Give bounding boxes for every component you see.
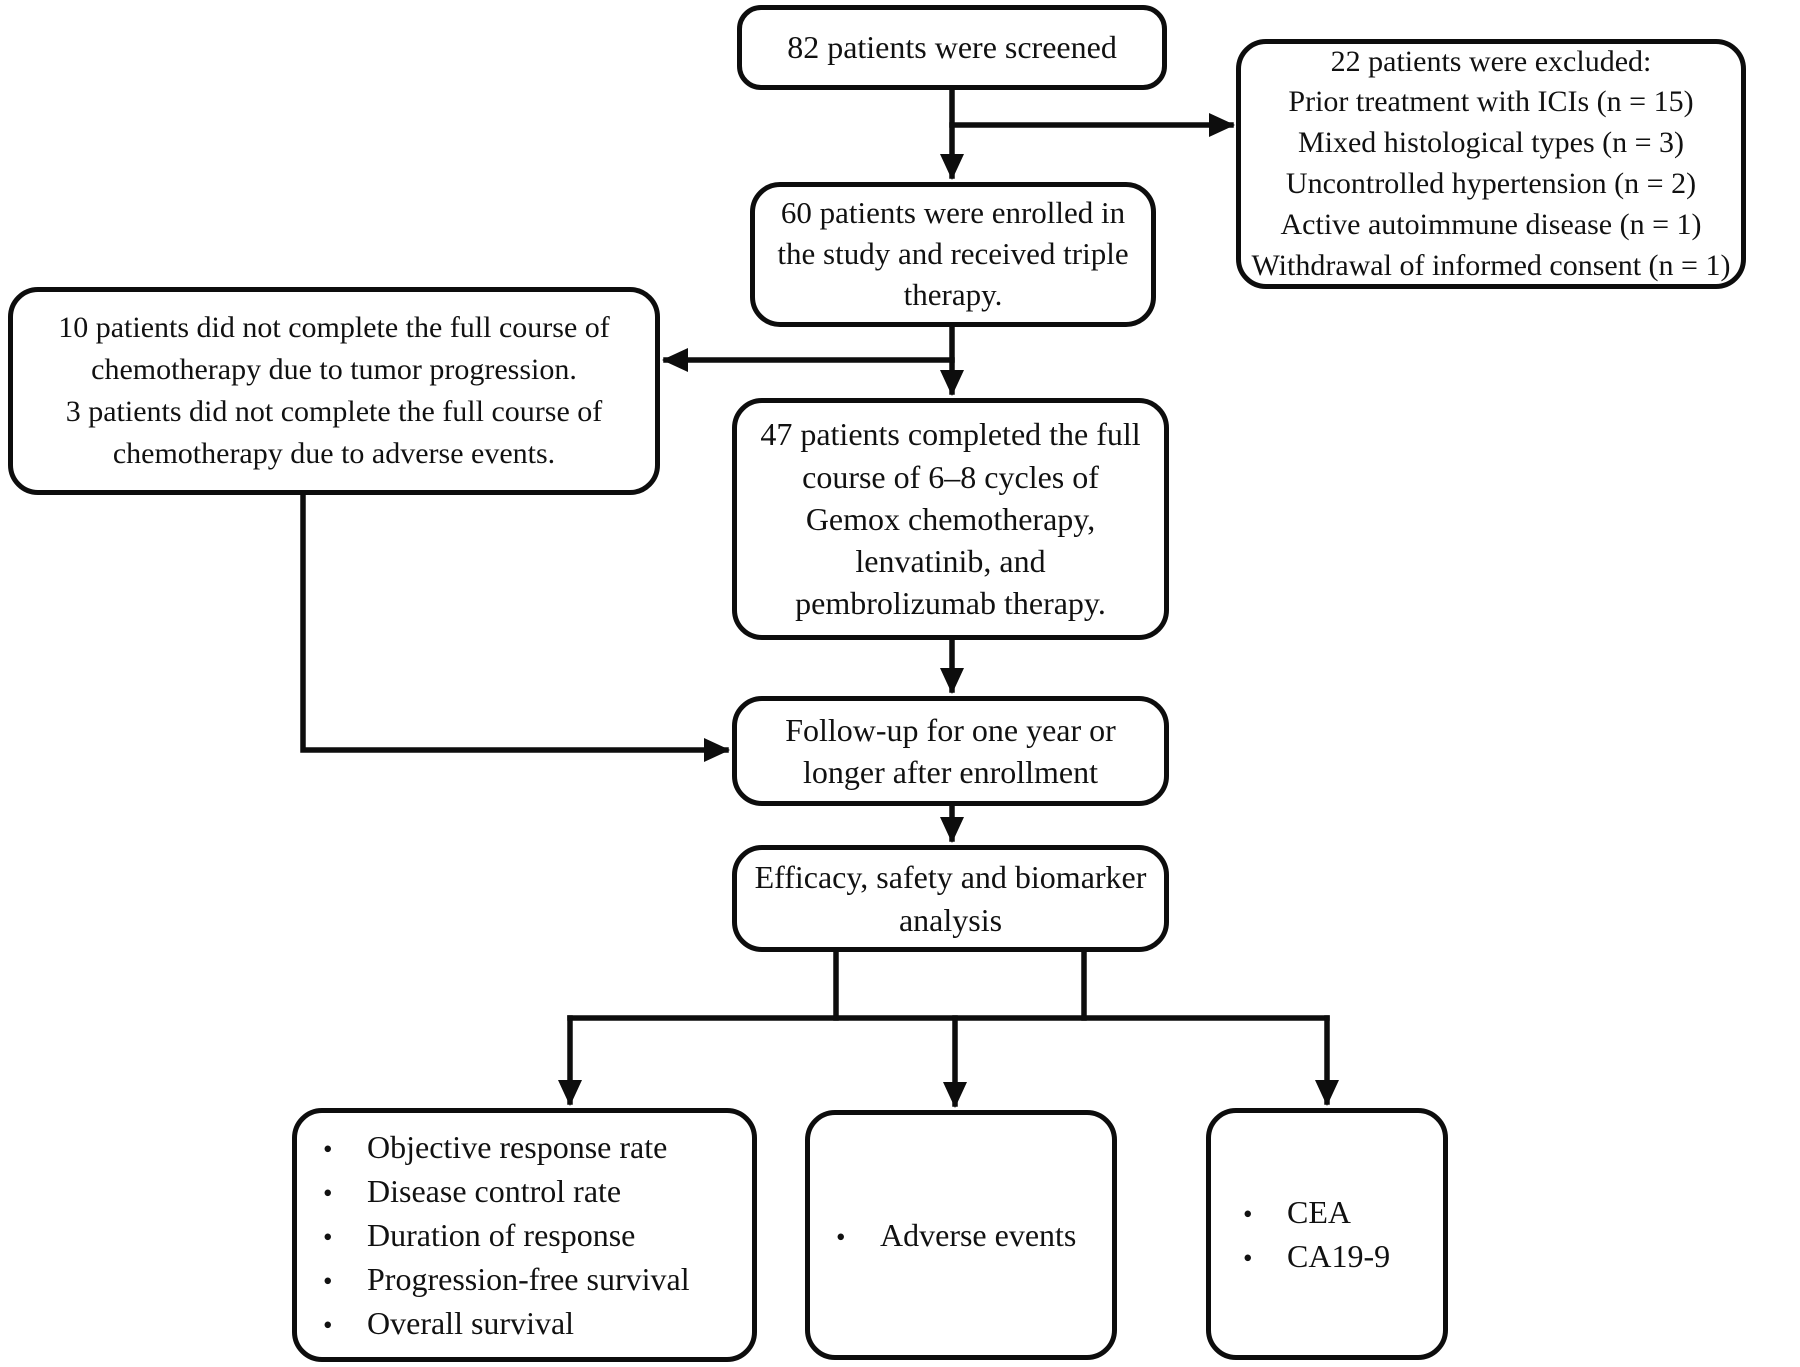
box-followup <box>732 696 1169 806</box>
text-line: Gemox chemotherapy, <box>805 500 1096 537</box>
bullet-icon: • <box>323 1221 333 1252</box>
text-line: Mixed histological types (n = 3) <box>1297 126 1685 160</box>
text-line: Active autoimmune disease (n = 1) <box>1280 207 1702 241</box>
box-analysis <box>732 845 1169 952</box>
bullet-icon: • <box>1243 1198 1253 1229</box>
box-efficacy-outcomes <box>292 1108 757 1362</box>
bullet-icon: • <box>323 1133 333 1164</box>
box-discontinued <box>8 287 660 495</box>
text-line: Withdrawal of informed consent (n = 1) <box>1251 248 1731 282</box>
bullet-label: Progression-free survival <box>367 1261 690 1298</box>
bullet-icon: • <box>836 1221 846 1252</box>
text-line: 10 patients did not complete the full course of <box>58 311 610 344</box>
list-item <box>1211 1190 1443 1234</box>
arrow-discontinued-to-followup <box>303 494 726 750</box>
list-item <box>1211 1234 1443 1278</box>
list-item <box>297 1257 752 1301</box>
box-completed <box>732 398 1169 640</box>
box-enrolled <box>750 182 1156 327</box>
text-line: chemotherapy due to adverse events. <box>112 437 556 470</box>
text-line: therapy. <box>903 276 1003 312</box>
bullet-icon: • <box>323 1177 333 1208</box>
bullet-label: Disease control rate <box>367 1172 622 1209</box>
bullet-icon: • <box>1243 1243 1253 1273</box>
text-line: Uncontrolled hypertension (n = 2) <box>1285 167 1697 200</box>
text-line: 22 patients were excluded: <box>1330 44 1652 78</box>
text-line: analysis <box>898 901 1003 938</box>
bullet-label: Objective response rate <box>367 1128 668 1165</box>
bullet-label: Overall survival <box>367 1305 575 1342</box>
box-biomarker-outcomes <box>1206 1108 1448 1360</box>
text-line: lenvatinib, and <box>855 543 1046 580</box>
box-screened <box>737 5 1167 90</box>
bullet-label: CA19-9 <box>1287 1238 1391 1274</box>
text-line: chemotherapy due to tumor progression. <box>91 353 577 386</box>
bullet-label: Adverse events <box>880 1216 1077 1253</box>
text-line: Efficacy, safety and biomarker <box>754 859 1147 896</box>
list-item <box>810 1213 1112 1257</box>
box-safety-outcomes <box>805 1110 1117 1360</box>
bullet-icon: • <box>323 1266 333 1297</box>
bullet-label: CEA <box>1287 1193 1351 1230</box>
text-line: 3 patients did not complete the full course of <box>65 395 603 428</box>
list-item <box>297 1169 752 1213</box>
text-line: 60 patients were enrolled in <box>780 195 1126 231</box>
list-item <box>297 1301 752 1345</box>
text-line: longer after enrollment <box>803 754 1098 790</box>
text-line: 82 patients were screened <box>787 29 1117 66</box>
list-item <box>297 1213 752 1257</box>
text-line: the study and received triple <box>777 236 1129 272</box>
text-line: Prior treatment with ICIs (n = 15) <box>1288 85 1694 119</box>
text-line: 47 patients completed the full <box>760 416 1141 453</box>
box-excluded <box>1236 39 1746 289</box>
text-line: course of 6–8 cycles of <box>802 458 1099 495</box>
bullet-label: Duration of response <box>367 1216 636 1253</box>
text-line: pembrolizumab therapy. <box>795 585 1106 622</box>
text-line: Follow-up for one year or <box>785 711 1116 748</box>
list-item <box>297 1125 752 1169</box>
bullet-icon: • <box>323 1310 333 1341</box>
